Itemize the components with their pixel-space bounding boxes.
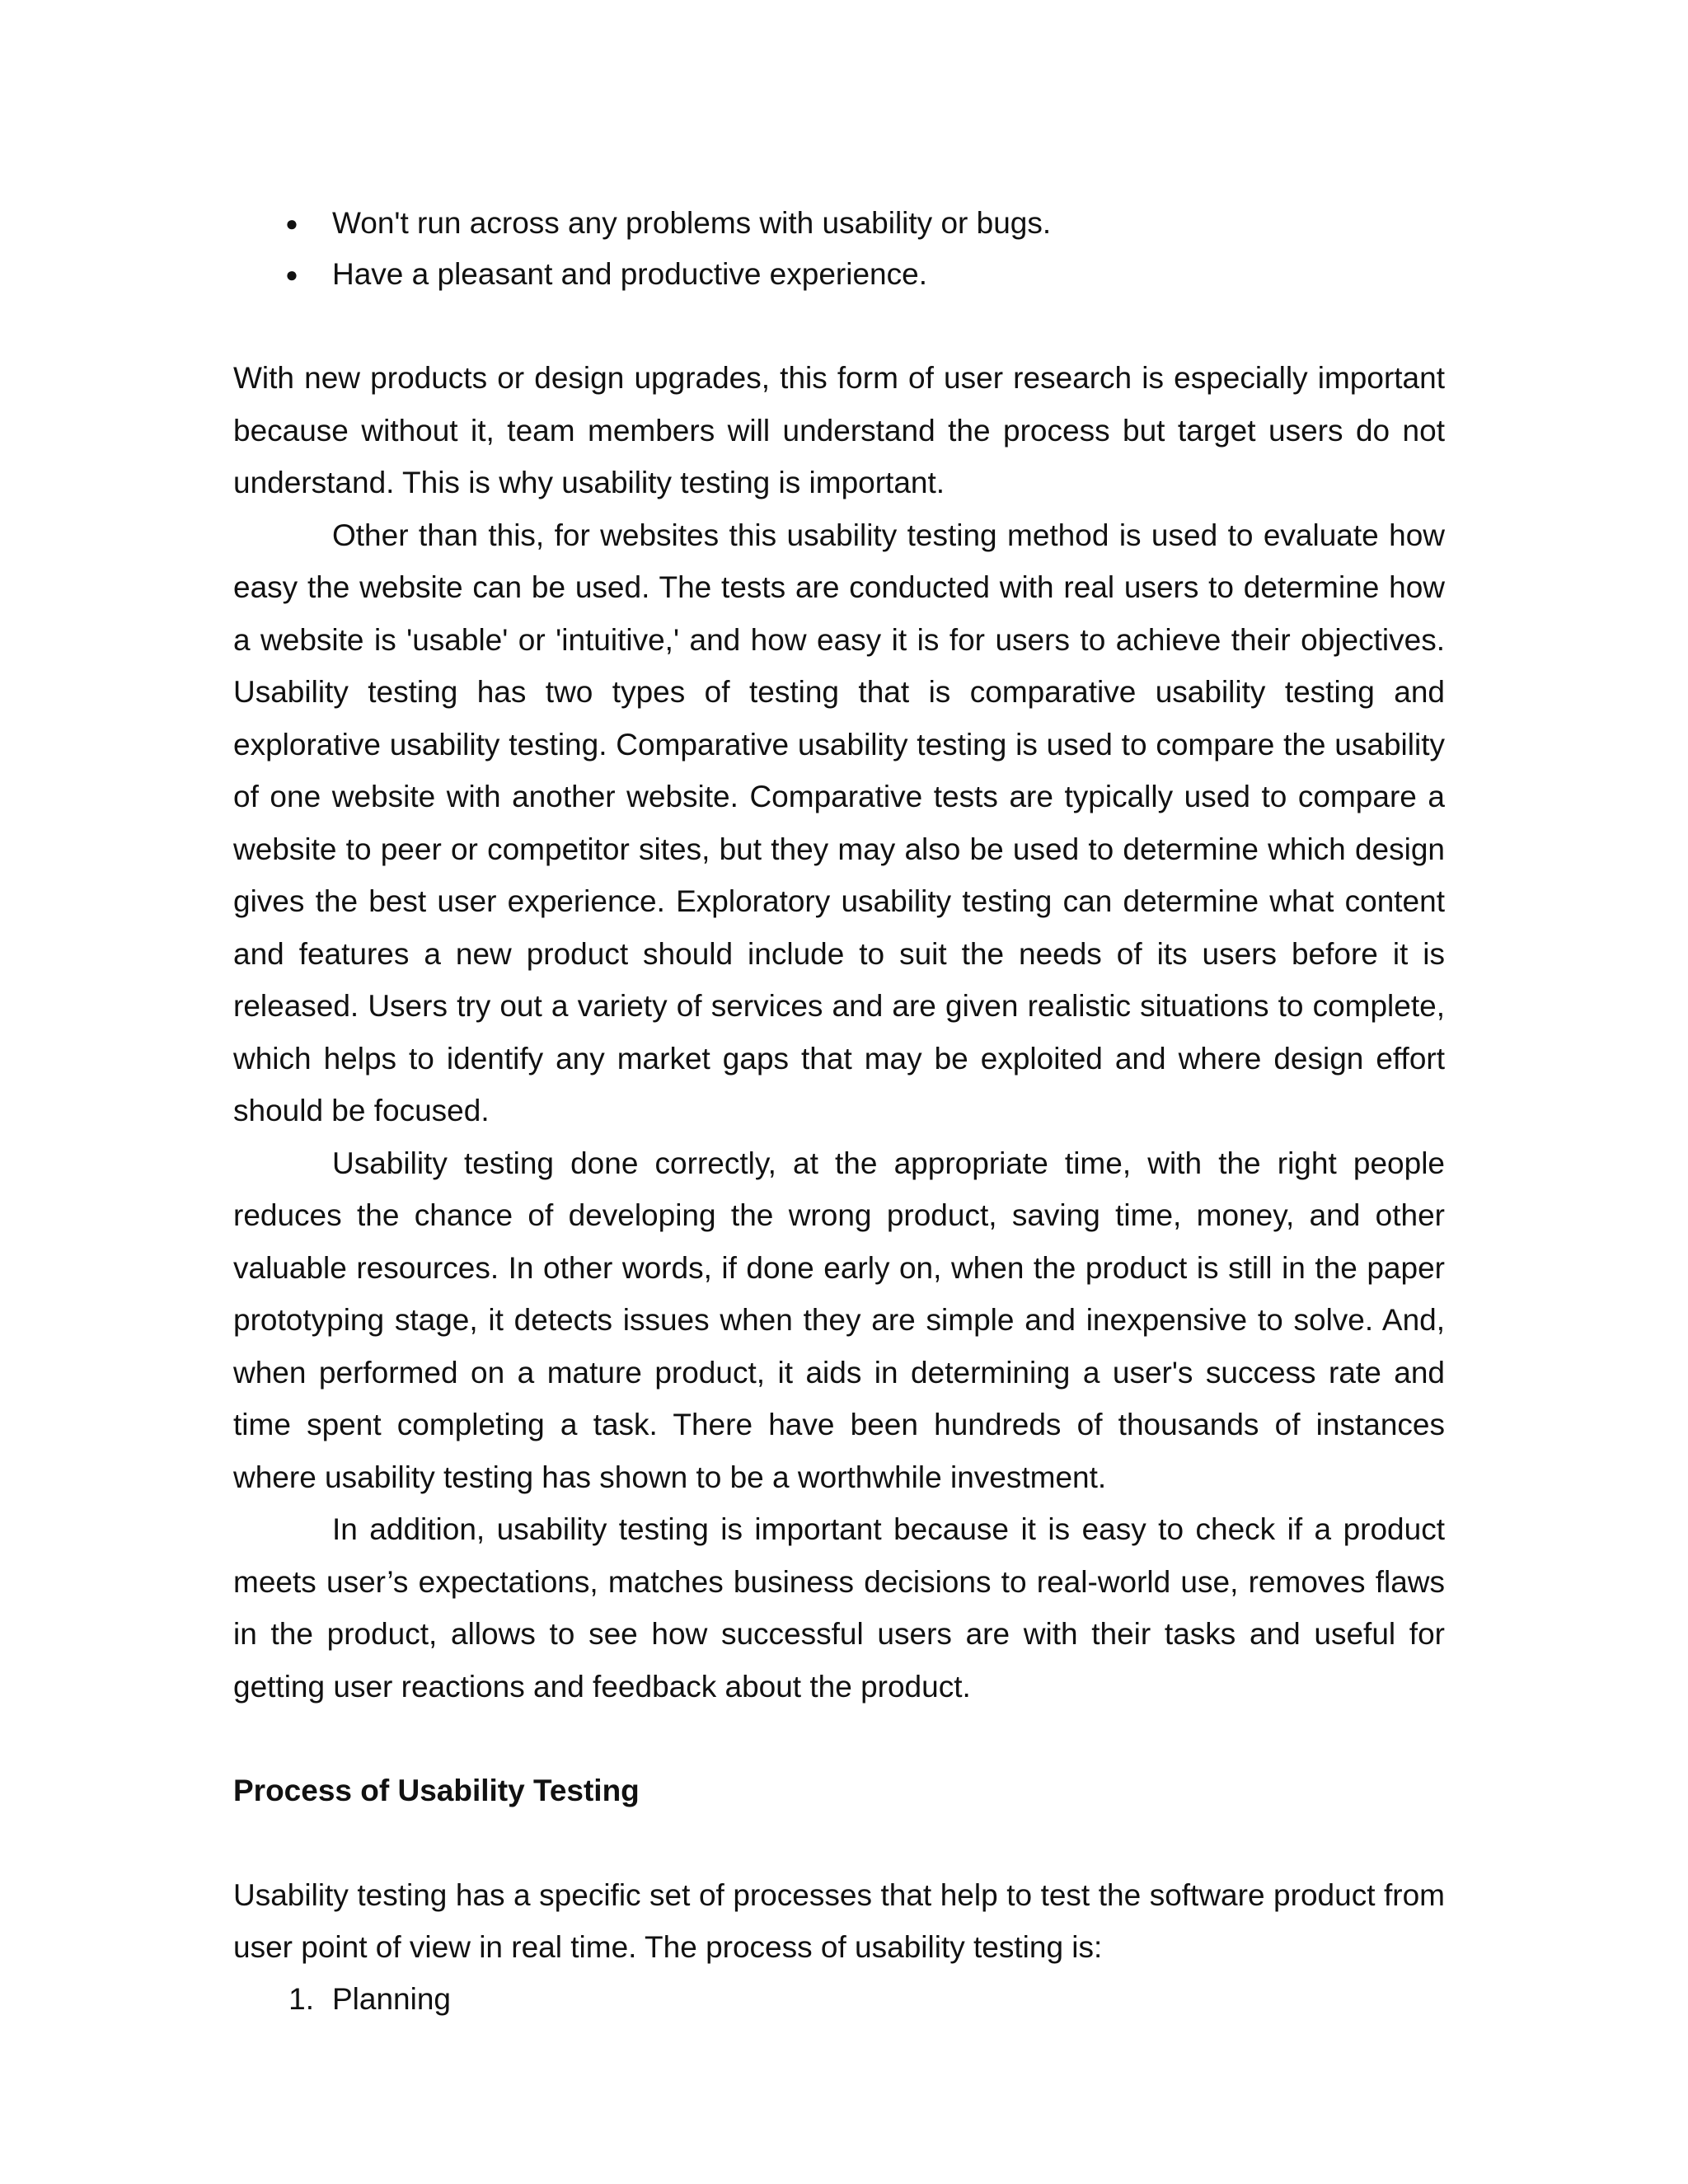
bullet-list (233, 198, 1445, 300)
spacer (233, 1817, 1445, 1869)
bullet-text: Have a pleasant and productive experience. (332, 257, 927, 291)
paragraph: In addition, usability testing is important because it is easy to check if a product meets user’s expectations, matches business decisions to real-world use, removes flaws in the product, allows to see how successful users are with their tasks and useful for getting user reactions and feedback about the product. (233, 1512, 1445, 1704)
bullet-icon: ● (285, 211, 298, 236)
list-item (233, 1974, 1445, 2025)
section-heading: Process of Usability Testing (233, 1774, 640, 1807)
numbered-list (233, 1974, 1445, 2025)
bullet-icon: ● (285, 262, 298, 287)
list-item (233, 198, 1445, 249)
list-item-label: Planning (332, 1981, 452, 2016)
paragraph: With new products or design upgrades, this form of user research is especially important because without it, team members will understand the process but target users do not understand. This is why usability testing is important. (233, 361, 1445, 499)
list-item (233, 249, 1445, 300)
spacer (233, 1713, 1445, 1765)
bullet-text: Won't run across any problems with usability or bugs. (332, 206, 1052, 240)
section-intro: Usability testing has a specific set of processes that help to test the software product from user point of view in real time. The process of usability testing is: (233, 1877, 1445, 1964)
document-body (233, 198, 1445, 2025)
paragraph: Usability testing done correctly, at the appropriate time, with the right people reduces the chance of developing the wrong product, saving time, money, and other valuable resources. In other words, if done early on, when the product is still in the paper prototyping stage, it detects issues when they are simple and inexpensive to solve. And, when performed on a mature product, it aids in determining a user's success rate and time spent completing a task. There have been hundreds of thousands of instances where usability testing has shown to be a worthwhile investment. (233, 1146, 1445, 1494)
spacer (233, 300, 1445, 352)
list-number: 1. (288, 1981, 314, 2016)
paragraph: Other than this, for websites this usability testing method is used to evaluate how easy the website can be used. The tests are conducted with real users to determine how a website is 'usable' or 'intuitive,' and how easy it is for users to achieve their objectives. Usability testing has two types of testing that is comparative usability testing and explorative usability testing. Comparative usability testing is used to compare the usability of one website with another website. Comparative tests are typically used to compare a website to peer or competitor sites, but they may also be used to determine which design gives the best user experience. Exploratory usability testing can determine what content and features a new product should include to suit the needs of its users before it is released. Users try out a variety of services and are given realistic situations to complete, which helps to identify any market gaps that may be exploited and where design effort should be focused. (233, 518, 1445, 1127)
